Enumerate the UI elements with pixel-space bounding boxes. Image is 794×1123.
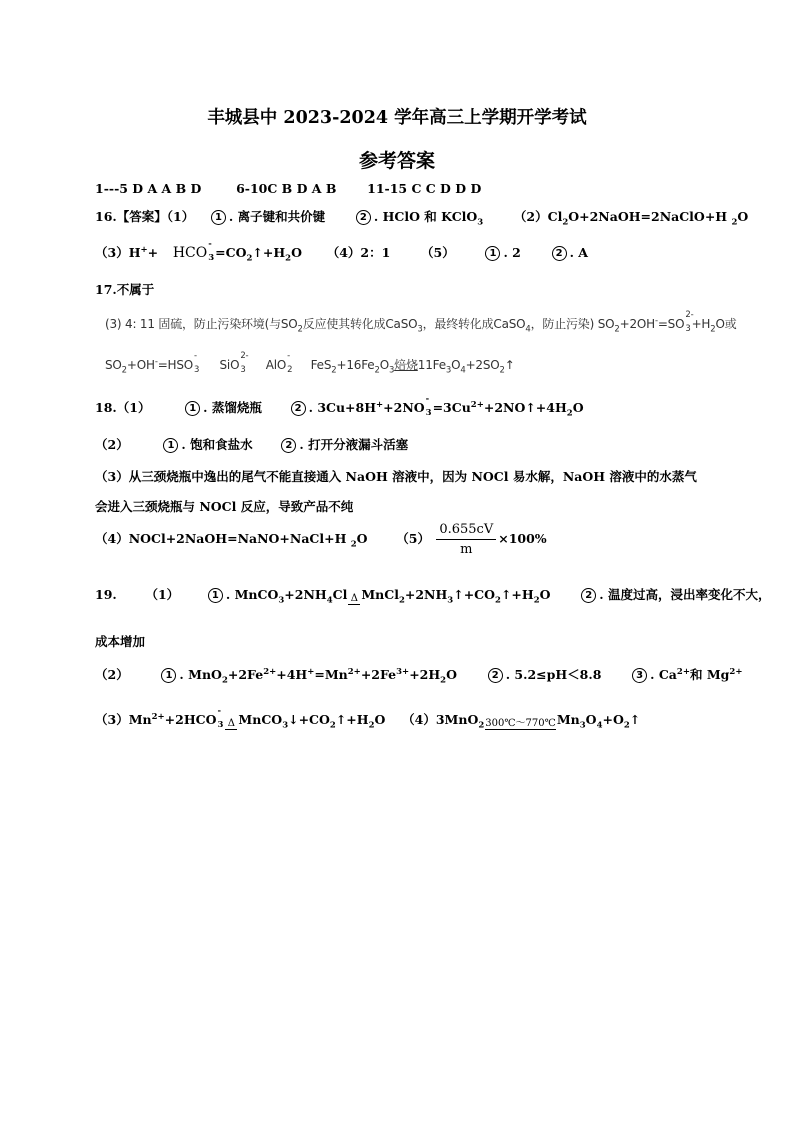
circled-number: 2 [356,210,371,225]
heat-condition: Δ [348,594,360,605]
q18-line-3: （3）从三颈烧瓶中逸出的尾气不能直接通入 NaOH 溶液中，因为 NOCl 易水解，NaOH 溶液中的水蒸气 [95,469,697,484]
circled-number: 1 [163,438,178,453]
choice-group-2: 6-10C B D A B [236,181,337,196]
circled-number: 1 [161,668,176,683]
q19-line-3: （2） 1 . $MnO_2+2Fe^{2+}+4H^+=Mn^{2+}+2Fe^{3+}+2H_2O$ 2 . 5.2≤pH＜8.8 3 . $Ca^{2+}$和 $Mg^{2+}$ [95,666,743,686]
q19-line-4: $(3)Mn^{2+}+2HCO$ - 3 Δ $MnCO_3↓+CO_2↑+H_2O$ （4）3MnO$_2$ 300℃～770℃ $Mn_3O_4+O_2↑$ [95,706,641,731]
q18-line-2: （2） 1 . 饱和食盐水 2 . 打开分液漏斗活塞 [95,437,409,452]
circled-number: 2 [581,588,596,603]
temperature-condition: 300℃～770℃ [485,718,556,729]
circled-number: 1 [485,246,500,261]
choice-answers [95,181,481,196]
q17-scan-line-1: (3) 4: 11 固硫，防止污染环境(与$SO_2$反应使其转化成CaSO$_3$，最终转化成CaSO$_4$，防止污染) $SO_2+2OH^-=SO$ 2- $3+H_2O$或 [105,310,737,335]
choice-group-3: 11-15 C C D D D [367,181,482,196]
heat-condition: Δ [225,719,237,730]
answer-subtitle: 参考答案 [358,150,435,172]
q19-line-1: 19. （1） 1 . $MnCO_3+2NH_4Cl$ Δ $MnCl_2+2NH_3↑+CO_2↑+H_2O$ 2 . 温度过高，浸出率变化不大， [95,587,771,606]
q17-head: 17.不属于 [95,282,155,297]
fraction: $\frac{0.655cV}{m}$ [436,522,496,557]
q19-line-2: 成本增加 [95,634,146,649]
circled-number: 2 [281,438,296,453]
q17-scan-line-2: $SO_2+OH^-=HSO$ - 3 SiO 2- 3 AlO - 2 $FeS_2+16Fe_2O_3$焙烧$11Fe_3O_4+2SO_2↑$ [105,351,515,376]
choice-group-1: 1---5 D A A B D [95,181,202,196]
circled-number: 2 [552,246,567,261]
circled-number: 1 [185,401,200,416]
q18-line-1: 18.（1） 1 . 蒸馏烧瓶 2 . 3Cu+8H++2NO - $3=3Cu^{2+}+2NO↑+4H_2O$ [95,394,584,419]
q18-line-5: （4）NOCl+2NaOH=NaNO+NaCl+H $_2$O （5） $\frac{0.655cV}{m}$ ×100% [95,522,547,557]
circled-number: 3 [632,668,647,683]
circled-number: 1 [211,210,226,225]
circled-number: 1 [208,588,223,603]
q16-line-2: （3）H++ HCO - $3=CO_2↑+H_2O$ （4）2：1 （5） 1 . 2 2 . A [95,239,588,264]
q16-line-1: 16.【答案】（1） 1 . 离子键和共价键 2 . HClO 和 KClO$_3$ $(2)Cl_2O+2NaOH=2NaClO+H$ $_2$O [95,209,749,228]
circled-number: 2 [291,401,306,416]
exam-title: 丰城县中 2023-2024 学年高三上学期开学考试 [207,108,587,128]
circled-number: 2 [488,668,503,683]
q18-line-4: 会进入三颈烧瓶与 NOCl 反应，导致产品不纯 [95,499,354,514]
